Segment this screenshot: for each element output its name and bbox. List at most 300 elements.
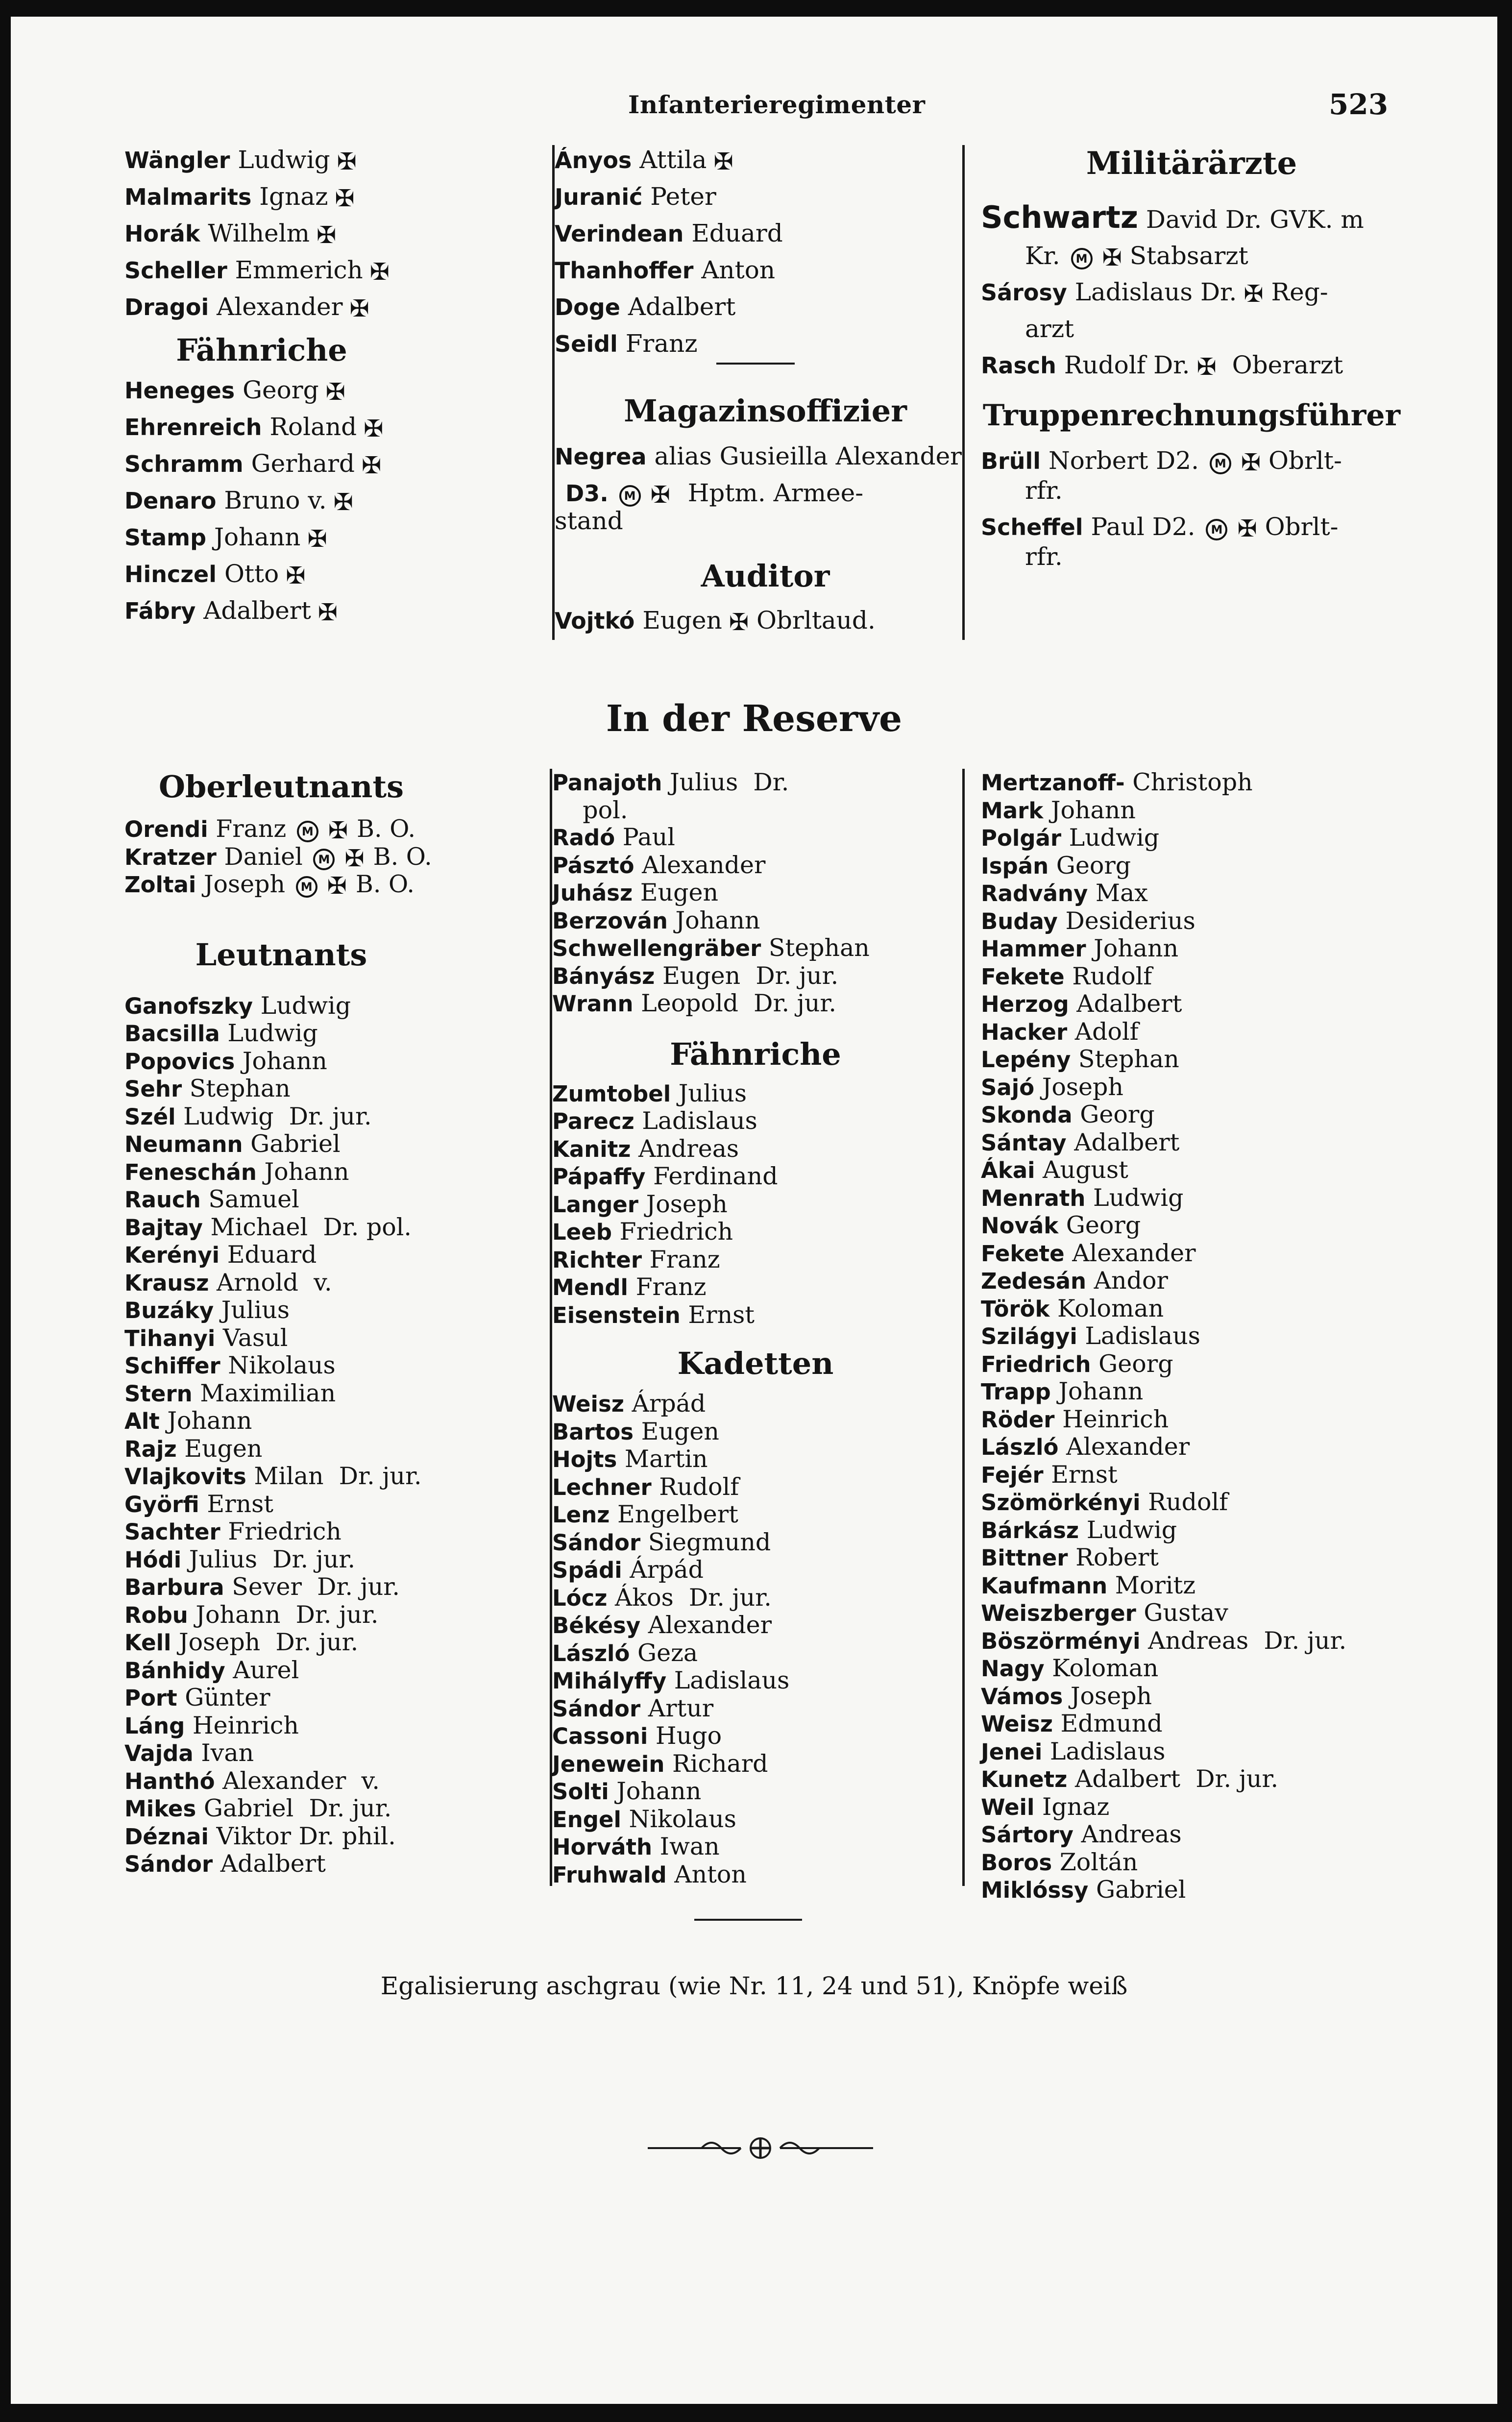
given-name: Stephan (1078, 1045, 1179, 1073)
given-name: Emmerich (235, 256, 363, 284)
list-item (124, 1352, 541, 1380)
list-item (981, 1074, 1471, 1101)
entry-text: D3. (565, 480, 609, 507)
surname: László (552, 1640, 630, 1666)
given-name: Ernst (688, 1300, 755, 1329)
given-name: Martin (624, 1445, 708, 1473)
cross-icon: ✠ (327, 872, 347, 900)
given-name: Joseph (1070, 1682, 1152, 1710)
list-item (552, 1473, 959, 1501)
given-name: Hugo (655, 1722, 722, 1750)
surname: Malmarits (124, 184, 252, 210)
cross-icon: ✠ (729, 609, 749, 636)
list-item (124, 252, 516, 289)
list-item (981, 1156, 1471, 1184)
cross-icon: ✠ (333, 489, 353, 516)
list-item (124, 1546, 541, 1574)
list-item (981, 1849, 1471, 1877)
given-name: Iwan (659, 1833, 720, 1860)
cross-icon: ✠ (1196, 353, 1217, 381)
surname: Sajó (981, 1074, 1035, 1101)
surname: Horák (124, 220, 200, 247)
list-item (552, 1273, 959, 1301)
surname: Ányos (555, 147, 632, 173)
given-name: Johann (1050, 796, 1136, 824)
surname: Hojts (552, 1446, 617, 1472)
cross-icon: ✠ (335, 185, 355, 212)
given-name: Alexander (1072, 1239, 1196, 1267)
section-militaeraerzte: Militärärzte (1086, 145, 1297, 182)
surname: Röder (981, 1406, 1055, 1433)
list-item (124, 178, 516, 215)
given-name: Johann (264, 1157, 349, 1186)
leutnants-list (124, 992, 541, 1878)
given-name: Milan Dr. jur. (254, 1462, 422, 1490)
given-name: Ludwig (1086, 1516, 1177, 1544)
given-name: Nikolaus (228, 1351, 336, 1379)
surname: Friedrich (981, 1351, 1091, 1377)
list-item (552, 1301, 959, 1329)
surname: Herzog (981, 991, 1069, 1017)
surname: Buzáky (124, 1297, 214, 1323)
surname: Láng (124, 1713, 185, 1739)
list-item (124, 1601, 541, 1629)
entry-text: arzt (1025, 315, 1074, 343)
list-item (981, 769, 1471, 797)
surname: Miklóssy (981, 1877, 1089, 1903)
cross-icon: ✠ (713, 148, 733, 175)
surname: Déznai (124, 1823, 209, 1850)
surname: Eisenstein (552, 1302, 681, 1328)
given-name: Alexander v. (222, 1766, 380, 1795)
surname: Fábry (124, 598, 196, 624)
list-item (552, 1163, 959, 1191)
list-item (981, 963, 1471, 991)
entry-text: Reg- (1271, 278, 1328, 306)
given-name: Maximilian (200, 1379, 336, 1407)
surname: Spádi (552, 1557, 622, 1583)
list-item (124, 1130, 541, 1158)
given-name: Adalbert Dr. jur. (1074, 1765, 1279, 1793)
given-name: Ludwig (238, 146, 330, 174)
list-item (552, 1501, 959, 1529)
surname: Feneschán (124, 1159, 257, 1185)
list-item (552, 1722, 959, 1750)
list-item (124, 1048, 541, 1076)
cross-icon: ✠ (1102, 244, 1122, 271)
given-name: Zoltán (1059, 1848, 1138, 1876)
surname: Buday (981, 908, 1058, 934)
given-name: Alexander (642, 851, 766, 879)
surname: Skonda (981, 1102, 1073, 1128)
list-item (124, 1324, 541, 1352)
list-item (981, 1655, 1471, 1683)
surname: Krausz (124, 1270, 209, 1296)
m-medal-icon: M (296, 876, 317, 898)
reserve-col2-list (552, 769, 959, 1018)
surname: Vámos (981, 1683, 1063, 1710)
kadetten-list (552, 1390, 959, 1888)
surname: Lócz (552, 1585, 608, 1611)
given-name: Friedrich (619, 1218, 733, 1246)
auditor-entry (555, 602, 876, 639)
given-name: Gerhard (251, 449, 355, 478)
entry-text: Eugen (642, 606, 722, 635)
surname: Kanitz (552, 1136, 631, 1162)
surname: Trapp (981, 1379, 1051, 1405)
surname: Hódi (124, 1546, 182, 1573)
surname: Mendl (552, 1274, 628, 1300)
list-item (981, 1765, 1471, 1793)
given-name: Koloman (1057, 1294, 1164, 1322)
list-item (552, 962, 959, 990)
reserve-tag: B. O. (355, 870, 415, 898)
entry-text: Norbert D2. (1048, 446, 1199, 475)
given-name: Nikolaus (629, 1805, 736, 1833)
given-name: Rudolf (1072, 962, 1152, 990)
given-name: Johann (167, 1407, 252, 1435)
surname: Török (981, 1296, 1050, 1322)
entry-text: David Dr. GVK. m (1146, 205, 1364, 234)
surname: Fekete (981, 1240, 1065, 1267)
surname: Zumtobel (552, 1080, 671, 1107)
list-item (552, 824, 959, 852)
given-name: Ladislaus (1049, 1737, 1166, 1765)
list-item (981, 1544, 1471, 1572)
list-item (981, 990, 1471, 1018)
surname: Böszörményi (981, 1628, 1141, 1654)
given-name: Christoph (1132, 768, 1253, 796)
surname: László (981, 1434, 1059, 1460)
surname: Hanthó (124, 1768, 215, 1794)
surname: Vajda (124, 1740, 194, 1766)
footer-note: Egalisierung aschgrau (wie Nr. 11, 24 und 51), Knöpfe weiß (380, 1972, 1128, 2000)
list-item (124, 1712, 541, 1740)
surname: Sándor (552, 1529, 641, 1556)
surname: Sándor (552, 1695, 641, 1722)
given-name: Árpád (632, 1390, 706, 1418)
page-number: 523 (1329, 88, 1389, 121)
list-item (124, 871, 541, 899)
surname: Ákai (981, 1157, 1035, 1183)
surname: Kunetz (981, 1766, 1068, 1792)
surname: Pásztó (552, 852, 634, 879)
surname: Scheller (124, 257, 227, 284)
given-name: Ludwig (1069, 824, 1160, 852)
surname: Richter (552, 1247, 642, 1273)
list-item (981, 1627, 1471, 1655)
list-item (981, 1876, 1471, 1904)
surname: Fruhwald (552, 1861, 667, 1888)
surname: Berzován (552, 907, 668, 934)
cross-icon: ✠ (325, 378, 345, 406)
given-name: Roland (269, 413, 357, 441)
list-item (124, 1435, 541, 1463)
surname: Weisz (981, 1711, 1053, 1737)
given-name: Rudolf (659, 1472, 739, 1501)
list-item (124, 1491, 541, 1518)
surname: Bánhidy (124, 1657, 225, 1684)
surname: Fekete (981, 963, 1065, 990)
list-item (124, 1629, 541, 1657)
list-item (124, 1795, 541, 1823)
list-item (981, 1793, 1471, 1821)
surname: Boros (981, 1849, 1052, 1876)
given-name: Adalbert (220, 1850, 326, 1878)
surname: Ispán (981, 853, 1049, 879)
surname: Bacsilla (124, 1021, 220, 1047)
list-item (555, 142, 976, 178)
list-item (552, 934, 959, 962)
section-faehnriche-top: Fähnriche (176, 332, 347, 368)
document-page (11, 17, 1497, 2404)
surname: Wängler (124, 147, 230, 173)
list-item (555, 252, 976, 289)
surname: Cassoni (552, 1723, 648, 1749)
list-item (124, 519, 516, 556)
list-item (124, 815, 541, 843)
list-item (981, 1710, 1471, 1738)
surname: Orendi (124, 816, 208, 842)
surname: Langer (552, 1191, 639, 1218)
entry-text: Obrltaud. (756, 606, 876, 635)
given-name: Ludwig (1093, 1183, 1184, 1212)
surname: Mark (981, 797, 1044, 824)
cross-icon: ✠ (286, 562, 306, 589)
surname: Mertzanoff- (981, 770, 1125, 796)
surname: Robu (124, 1602, 188, 1628)
surname: Stamp (124, 524, 207, 551)
list-item (555, 178, 976, 215)
list-item (981, 1461, 1471, 1489)
top-col-1 (124, 142, 516, 629)
list-item (981, 797, 1471, 825)
list-item (981, 935, 1471, 963)
list-item (981, 1821, 1471, 1849)
given-name: Alexander (217, 293, 343, 321)
list-item (555, 289, 976, 325)
given-name: Aurel (233, 1656, 299, 1684)
section-oberleutnants: Oberleutnants (158, 769, 404, 805)
surname: Kerényi (124, 1242, 220, 1268)
given-name: Stephan (768, 934, 870, 962)
given-name: Ákos Dr. jur. (615, 1583, 772, 1612)
surname: Thanhoffer (555, 257, 694, 284)
entry-text: Hptm. Armee- (687, 479, 864, 507)
cross-icon: ✠ (317, 221, 337, 249)
given-name: Adolf (1074, 1017, 1139, 1046)
surname: Rasch (981, 352, 1056, 379)
entry-text: Oberarzt (1232, 351, 1343, 379)
given-name: Joseph (203, 870, 286, 898)
list-item (981, 824, 1471, 852)
given-name: Ladislaus (674, 1666, 790, 1694)
surname: Parecz (552, 1108, 634, 1134)
surname: Vlajkovits (124, 1464, 246, 1490)
surname: Sártory (981, 1822, 1073, 1848)
given-name: Julius (221, 1296, 290, 1324)
list-item (552, 1390, 959, 1418)
section-truppenrechnungsfuehrer: Truppenrechnungsführer (982, 398, 1401, 433)
surname: Leeb (552, 1219, 612, 1245)
cross-icon: ✠ (369, 258, 390, 286)
surname: Popovics (124, 1048, 235, 1075)
surname: Szömörkényi (981, 1490, 1141, 1516)
reserve-col3-list (981, 769, 1471, 1904)
list-item (124, 289, 516, 325)
list-item (552, 797, 959, 824)
list-item (124, 1850, 541, 1878)
surname: Alt (124, 1408, 160, 1434)
reserve-tag: B. O. (373, 842, 432, 871)
given-name: Ludwig Dr. jur. (183, 1102, 372, 1130)
entry-text: Stabsarzt (1129, 242, 1248, 270)
list-item (124, 215, 516, 252)
list-item (981, 880, 1471, 907)
magazin-entry (555, 438, 976, 539)
surname: Schwartz (981, 199, 1138, 235)
given-name: August (1043, 1156, 1128, 1184)
surname: Menrath (981, 1185, 1086, 1211)
given-name: Rudolf (1148, 1488, 1228, 1516)
cross-icon: ✠ (364, 415, 384, 442)
m-medal-icon: M (1210, 453, 1231, 474)
cross-icon: ✠ (337, 148, 357, 175)
surname: Horváth (552, 1834, 653, 1860)
list-item (552, 1806, 959, 1834)
given-name: Ludwig (260, 991, 351, 1020)
cross-icon: ✠ (328, 817, 348, 844)
surname: Tihanyi (124, 1325, 216, 1351)
given-name: Ignaz (259, 182, 328, 211)
surname: Zedesán (981, 1268, 1087, 1294)
surname: Jenei (981, 1738, 1043, 1765)
cross-icon: ✠ (1237, 515, 1257, 542)
given-name: Johann (242, 1047, 327, 1075)
list-item (552, 1750, 959, 1778)
surname: Port (124, 1685, 177, 1711)
list-item (981, 1129, 1471, 1157)
surname: Rauch (124, 1187, 201, 1213)
given-name: Julius Dr. jur. (189, 1545, 356, 1573)
reserve-col-2 (552, 769, 959, 1888)
list-item (552, 1639, 959, 1667)
entry-text: rfr. (1025, 542, 1063, 571)
given-name: Georg (1098, 1349, 1173, 1378)
m-medal-icon: M (1206, 519, 1227, 540)
given-name: Edmund (1060, 1710, 1163, 1737)
list-item (552, 879, 959, 907)
surname: Hacker (981, 1019, 1068, 1045)
given-name: Anton (701, 256, 776, 284)
entry-text: Rudolf Dr. (1064, 351, 1190, 379)
surname: Brüll (981, 448, 1041, 474)
list-item (552, 1529, 959, 1557)
given-name: Adalbert (1076, 990, 1182, 1018)
given-name: Wilhelm (208, 219, 310, 247)
surname: Bittner (981, 1545, 1068, 1571)
surname: Solti (552, 1779, 609, 1805)
given-name: Johann (1058, 1377, 1144, 1405)
list-item (124, 1518, 541, 1546)
list-item (124, 1269, 541, 1297)
surname: Scheffel (981, 514, 1083, 540)
given-name: Koloman (1052, 1654, 1159, 1682)
list-item (981, 1322, 1471, 1350)
given-name: Geza (637, 1639, 698, 1667)
divider (716, 363, 795, 365)
surname: Radvány (981, 881, 1088, 906)
list-item (981, 1101, 1471, 1129)
list-item (124, 1657, 541, 1685)
reserve-col-1 (124, 769, 541, 1878)
list-item (124, 1075, 541, 1103)
given-name: Gabriel (1096, 1876, 1186, 1904)
given-name: Ernst (207, 1490, 273, 1518)
surname: Dragoi (124, 294, 209, 320)
list-item (552, 1556, 959, 1584)
list-item (552, 1107, 959, 1135)
section-leutnants: Leutnants (195, 936, 367, 973)
entry-text: Obrlt- (1265, 513, 1339, 541)
entry-text: Kr. (1025, 242, 1060, 270)
given-name: Andreas (638, 1134, 739, 1163)
list-item (981, 1683, 1471, 1711)
list-item (124, 1573, 541, 1601)
list-item (981, 852, 1471, 880)
surname: Kratzer (124, 844, 217, 870)
given-name: Johann (675, 906, 760, 934)
m-medal-icon: M (619, 485, 641, 507)
surname: Denaro (124, 488, 217, 514)
surname: Jenewein (552, 1751, 665, 1777)
list-item (981, 1046, 1471, 1074)
section-auditor: Auditor (701, 558, 830, 594)
running-header: Infanterieregimenter (628, 90, 926, 119)
surname: Sehr (124, 1076, 182, 1102)
list-item (981, 1212, 1471, 1240)
given-name: Ivan (201, 1739, 254, 1767)
top-col-3 (981, 145, 1402, 575)
ornament-icon (648, 2133, 873, 2163)
given-name: Heinrich (1062, 1405, 1169, 1433)
given-name: Franz (625, 329, 698, 358)
list-item (552, 1246, 959, 1274)
given-name: Franz (216, 815, 287, 843)
list-item (124, 1767, 541, 1795)
surname: Negrea (555, 443, 647, 470)
list-item (552, 990, 959, 1018)
list-item (981, 1378, 1471, 1406)
given-name: Franz (649, 1245, 720, 1273)
oberleutnants-list (124, 815, 541, 899)
cross-icon: ✠ (317, 599, 338, 626)
given-name: Bruno v. (224, 486, 327, 514)
surname: Schiffer (124, 1353, 220, 1379)
cross-icon: ✠ (344, 844, 365, 872)
surname: Weiszberger (981, 1600, 1136, 1626)
given-name: Günter (185, 1684, 270, 1712)
reserve-tag: B. O. (357, 815, 416, 843)
list-item (552, 852, 959, 880)
given-name: Johann (1094, 934, 1179, 962)
list-item (981, 1433, 1471, 1461)
list-item (555, 215, 976, 252)
list-item (124, 1463, 541, 1491)
faehnriche-list (552, 1080, 959, 1329)
list-item (552, 1695, 959, 1723)
surname: Ganofszky (124, 993, 253, 1019)
